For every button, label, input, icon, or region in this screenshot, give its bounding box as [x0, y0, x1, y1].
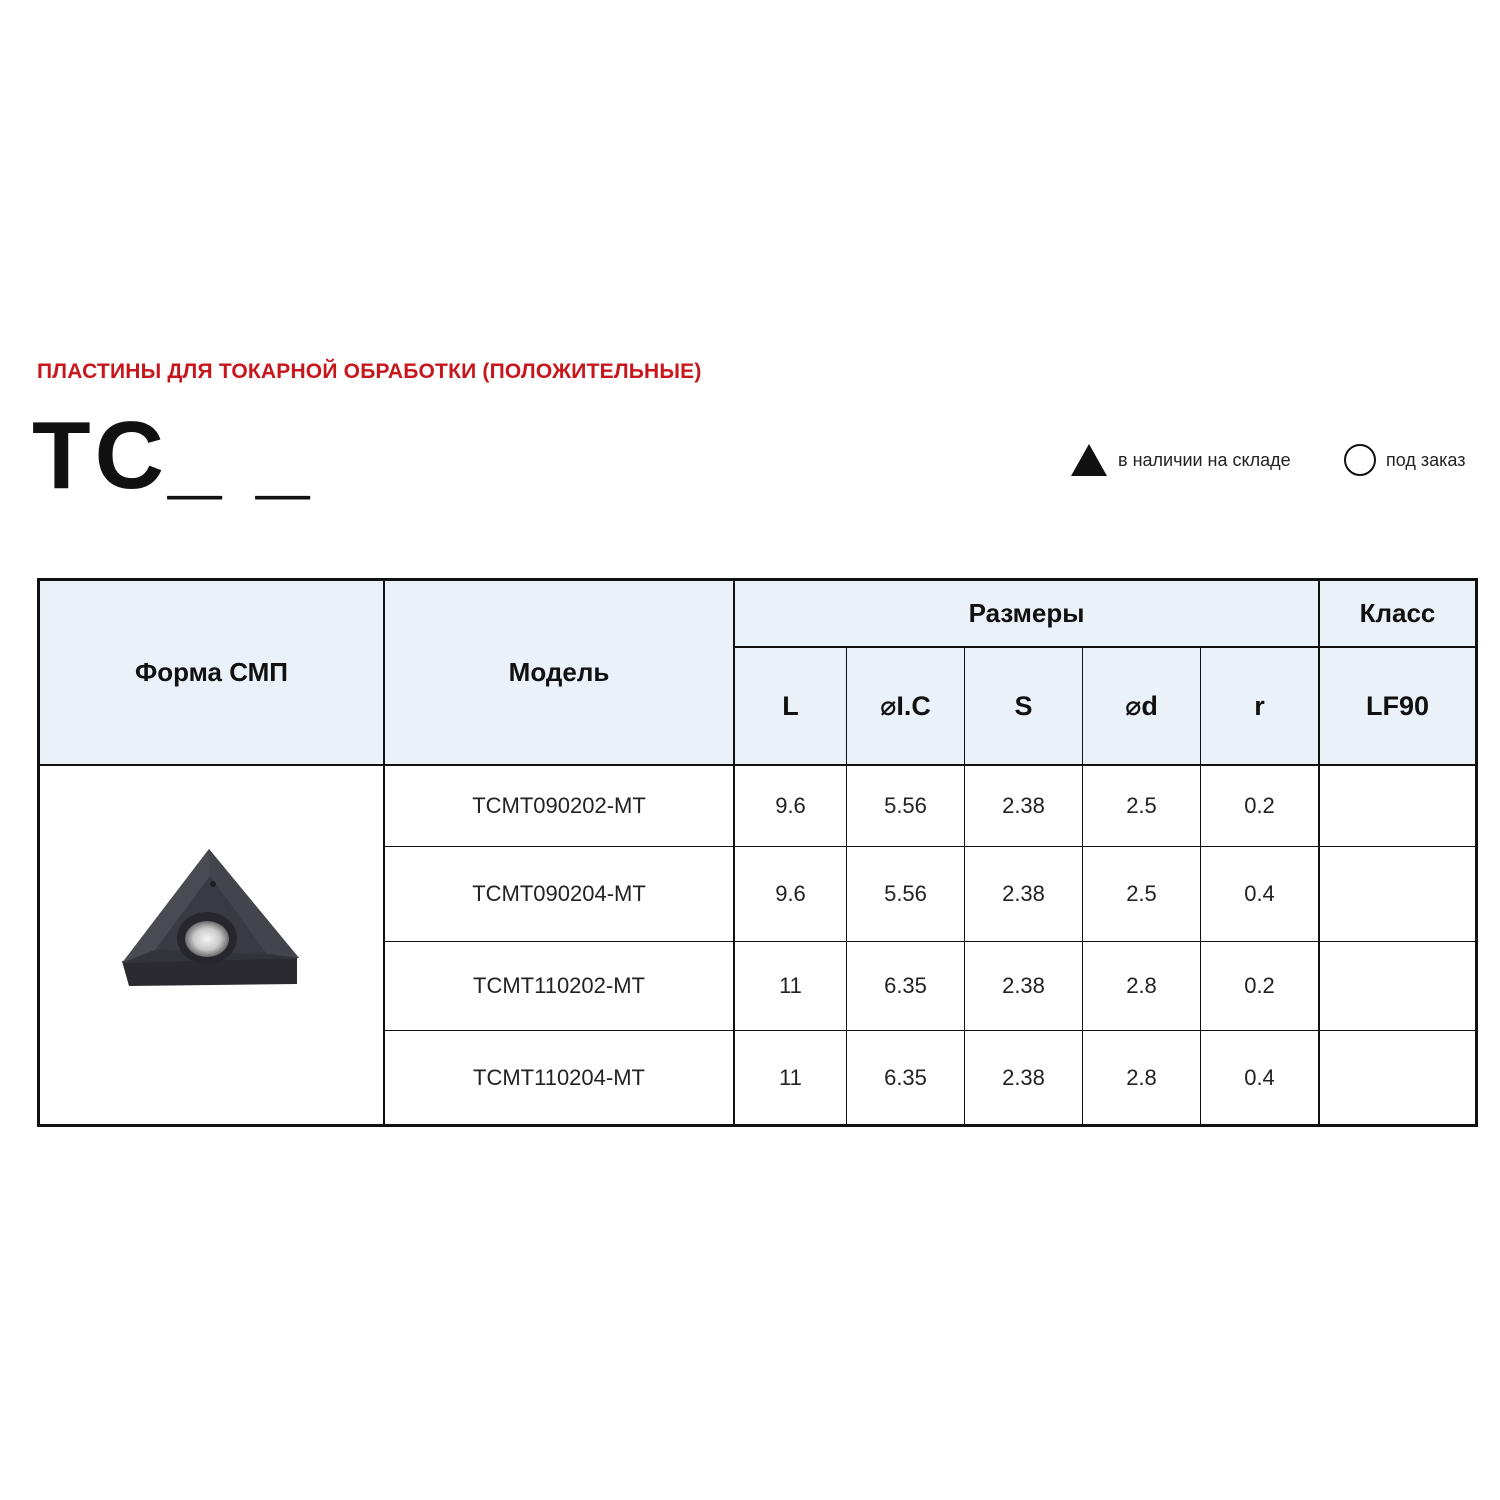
- section-subtitle: ПЛАСТИНЫ ДЛЯ ТОКАРНОЙ ОБРАБОТКИ (ПОЛОЖИТЕЛЬНЫЕ): [37, 360, 702, 383]
- cell-IC: 5.56: [884, 881, 927, 906]
- header-S: S: [1014, 690, 1033, 721]
- cell-IC: 6.35: [884, 1065, 927, 1090]
- cell-d: 2.5: [1126, 793, 1157, 818]
- cell-model: TCMT090204-MT: [472, 881, 646, 906]
- cell-r: 0.4: [1244, 1065, 1275, 1090]
- cell-model: TCMT110202-MT: [473, 973, 645, 998]
- cell-model: TCMT110204-MT: [473, 1065, 645, 1090]
- cell-IC: 5.56: [884, 793, 927, 818]
- empty-circle-icon: [1344, 444, 1376, 476]
- header-r: r: [1254, 690, 1265, 721]
- legend-on-order: [1344, 440, 1465, 480]
- header-IC: ⌀I.C: [880, 690, 931, 721]
- cell-S: 2.38: [1002, 881, 1045, 906]
- cell-LF90: [1320, 766, 1475, 846]
- cell-d: 2.5: [1126, 881, 1157, 906]
- header-L: L: [782, 690, 799, 721]
- cell-IC: 6.35: [884, 973, 927, 998]
- cell-LF90: [1320, 847, 1475, 941]
- cell-S: 2.38: [1002, 973, 1045, 998]
- header-dimensions: Размеры: [968, 598, 1085, 628]
- insert-shape-image: [117, 846, 307, 1001]
- header-model: Модель: [508, 657, 610, 687]
- cell-LF90: [1320, 942, 1475, 1030]
- inserts-table: [37, 578, 1478, 1127]
- cell-L: 11: [779, 1065, 802, 1090]
- legend-in-stock: [1070, 440, 1291, 480]
- cell-L: 9.6: [775, 793, 806, 818]
- header-shape: Форма СМП: [135, 657, 288, 687]
- cell-L: 9.6: [775, 881, 806, 906]
- filled-triangle-icon: [1070, 443, 1108, 477]
- cell-model: TCMT090202-MT: [472, 793, 646, 818]
- cell-L: 11: [779, 973, 802, 998]
- page-title: TC_ _: [32, 402, 314, 509]
- legend-on-order-label: под заказ: [1386, 449, 1466, 470]
- legend-in-stock-label: в наличии на складе: [1118, 449, 1291, 470]
- cell-S: 2.38: [1002, 793, 1045, 818]
- cell-LF90: [1320, 1031, 1475, 1125]
- table-right-border: [1475, 578, 1478, 1127]
- header-LF90: LF90: [1365, 690, 1430, 721]
- cell-r: 0.2: [1244, 973, 1275, 998]
- cell-r: 0.2: [1244, 793, 1275, 818]
- cell-r: 0.4: [1244, 881, 1275, 906]
- header-class: Класс: [1359, 598, 1436, 628]
- cell-d: 2.8: [1126, 1065, 1157, 1090]
- cell-d: 2.8: [1126, 973, 1157, 998]
- header-d: ⌀d: [1125, 690, 1158, 721]
- cell-S: 2.38: [1002, 1065, 1045, 1090]
